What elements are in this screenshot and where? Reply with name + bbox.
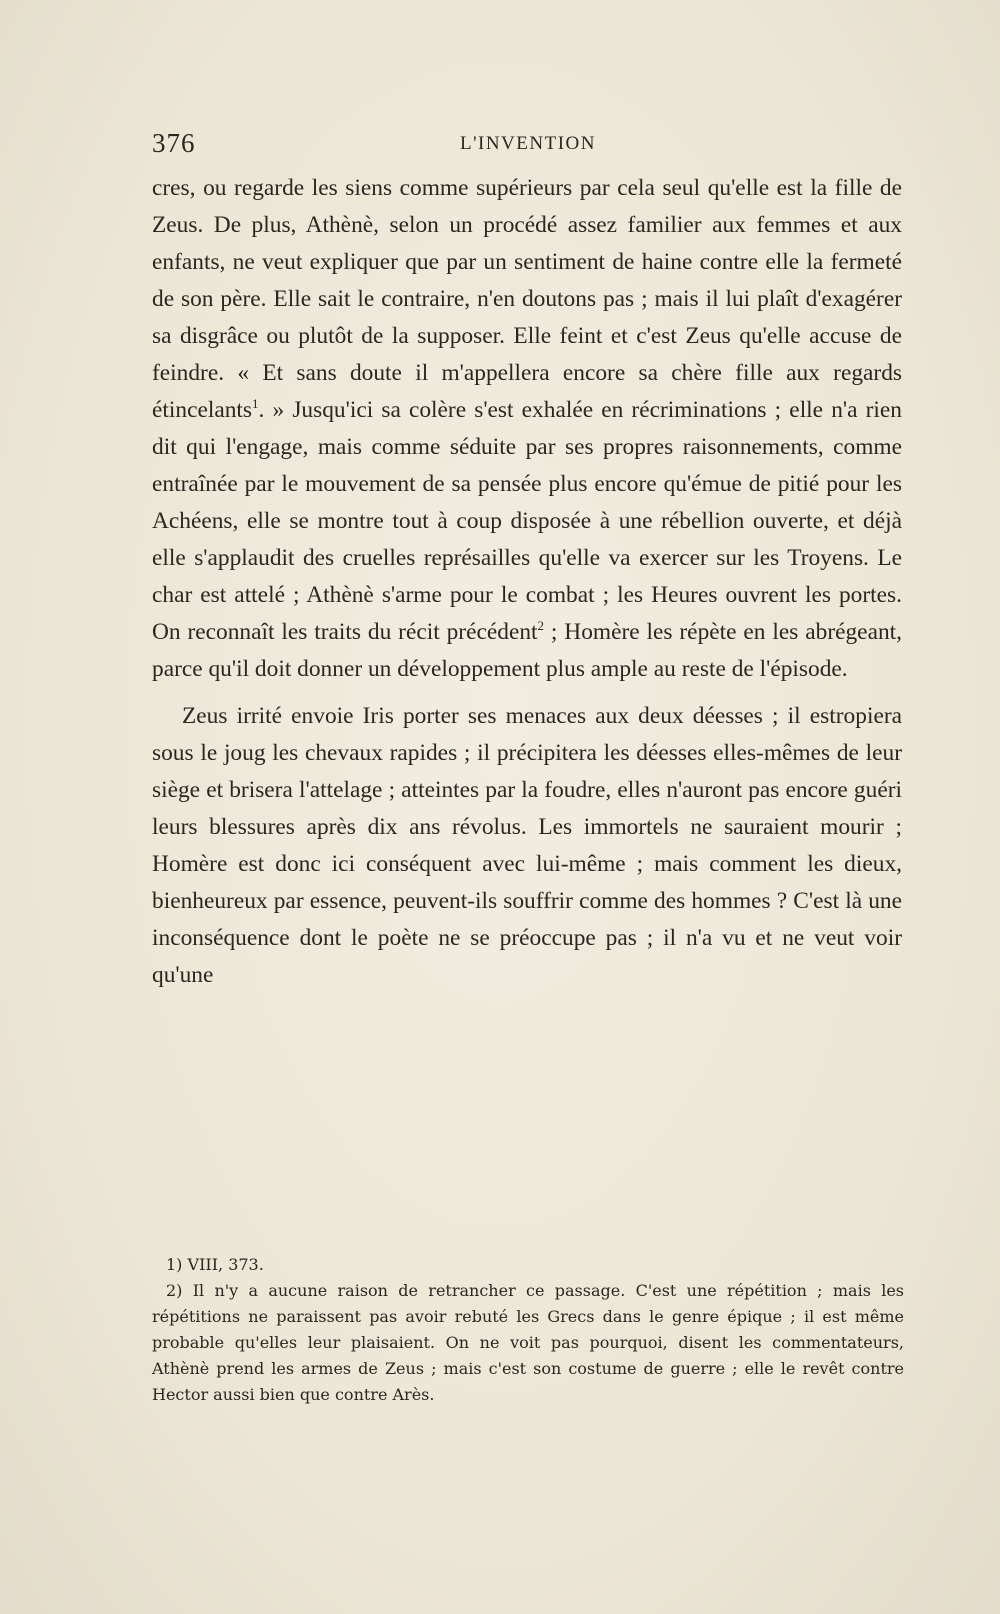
running-title: L'INVENTION — [459, 133, 596, 154]
footnote-ref-1: 1 — [252, 396, 259, 411]
paragraph-zeus: Zeus irrité envoie Iris porter ses menaces aux deux déesses ; il estropiera sous le joug les chevaux rapides ; il précipitera les déesses elles-mêmes de leur siège et brisera l'attelage ; atteintes par la foudre, elles n'auront pas encore guéri leurs blessures après dix ans révolus. Les immortels ne sauraient mourir ; Homère est donc ici conséquent avec lui-même ; mais comment les dieux, bienheureux par essence, peuvent-ils souffrir comme des hommes ? C'est là une inconséquence dont le poète ne se préoccupe pas ; il n'a vu et ne veut voir qu'une — [152, 703, 902, 988]
footnotes — [152, 1252, 904, 1408]
footnote-1: 1) VIII, 373. — [166, 1255, 264, 1274]
page-number: 376 — [152, 128, 196, 158]
paragraph-continued — [152, 170, 902, 688]
paragraph-text: cres, ou regarde les siens comme supérieurs par cela seul qu'elle est la fille de Zeus. De plus, Athènè, selon un procédé assez familier aux femmes et aux enfants, ne veut expliquer que par un sentiment de haine contre elle la fermeté de son père. Elle sait le contraire, n'en doutons pas ; mais il lui plaît d'exagérer sa disgrâce ou plutôt de la supposer. Elle feint et c'est Zeus qu'elle accuse de feindre. « Et sans doute il m'appellera encore sa chère fille aux regards étincelants — [152, 175, 902, 423]
running-header — [152, 128, 904, 158]
paragraph-text: . » Jusqu'ici sa colère s'est exhalée en récriminations ; elle n'a rien dit qui l'engage, mais comme séduite par ses propres raisonnements, comme entraînée par le mouvement de sa pensée plus encore qu'émue de pitié pour les Achéens, elle se montre tout à coup disposée à une rébellion ouverte, et déjà elle s'applaudit des cruelles représailles qu'elle va exercer sur les Troyens. Le char est attelé ; Athènè s'arme pour le combat ; les Heures ouvrent les portes. On reconnaît les traits du récit précédent — [152, 397, 902, 645]
paragraph-text: ; Homère les répète en les abrégeant, parce qu'il doit donner un développement plus ample au reste de l'épisode. — [152, 619, 902, 682]
footnote-ref-2: 2 — [537, 618, 545, 633]
footnote-2: 2) Il n'y a aucune raison de retrancher ce passage. C'est une répétition ; mais les répétitions ne paraissent pas avoir rebuté les Grecs dans le genre épique ; il est même probable qu'elles leur plaisaient. On ne voit pas pourquoi, disent les commentateurs, Athènè prend les armes de Zeus ; mais c'est son costume de guerre ; elle le revêt contre Hector aussi bien que contre Arès. — [152, 1281, 904, 1404]
main-text — [152, 170, 902, 994]
